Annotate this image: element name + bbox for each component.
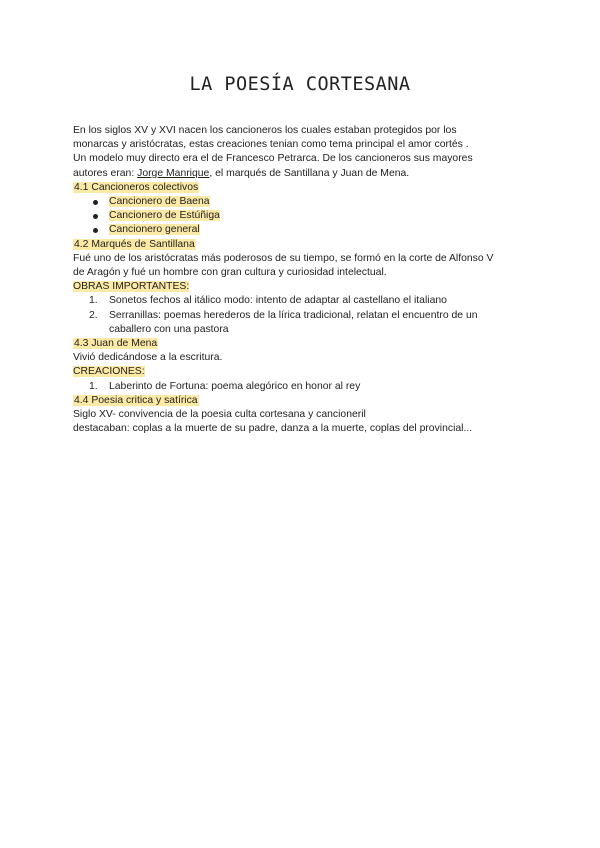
section-heading (73, 394, 533, 408)
list-item-text: Serranillas: poemas herederos de la lírica tradicional, relatan el encuentro de un (109, 309, 478, 321)
list-item (89, 309, 533, 337)
author-link[interactable]: Jorge Manrique (137, 167, 210, 179)
intro-prefix: autores eran: (73, 167, 138, 179)
section-heading-text: 4.2 Marqués de Santillana (74, 238, 195, 250)
intro-line: Un modelo muy directo era el de Francesco Petrarca. De los cancioneros sus mayores (73, 153, 473, 165)
intro-suffix: , el marqués de Santillana y Juan de Mena. (209, 167, 410, 179)
sub-label (73, 365, 533, 379)
section-heading (73, 238, 533, 252)
list-item-text: caballero con una pastora (109, 323, 229, 335)
creaciones-list (73, 380, 533, 394)
section-heading-text: 4.3 Juan de Mena (74, 338, 158, 350)
document-body (73, 124, 533, 436)
intro-paragraph (73, 124, 533, 181)
list-item-text: Cancionero de Estúñiga (109, 210, 220, 222)
sub-label-text: CREACIONES: (73, 366, 145, 378)
intro-line (73, 167, 533, 181)
list-item (93, 209, 533, 223)
list-item-text: Laberinto de Fortuna: poema alegórico en honor al rey (109, 380, 361, 392)
list-number: 1. (89, 380, 98, 392)
list-number: 2. (89, 309, 98, 321)
paragraph-line: Fué uno de los aristócratas más poderosos de su tiempo, se formó en la corte de Alfonso V (73, 252, 494, 264)
paragraph-line: destacaban: coplas a la muerte de su padre, danza a la muerte, coplas del provincial... (73, 423, 473, 435)
list-item-text: Cancionero de Baena (109, 196, 210, 208)
section-heading (73, 337, 533, 351)
paragraph-line: Vivió dedicándose a la escritura. (73, 352, 223, 364)
page-title: LA POESÍA CORTESANA (189, 74, 411, 95)
list-item-text: Sonetos fechos al itálico modo: intento de adaptar al castellano el italiano (109, 295, 447, 307)
intro-line: En los siglos XV y XVI nacen los cancioneros los cuales estaban protegidos por los (73, 125, 457, 136)
section-heading-text: 4.4 Poesia critica y satírica (74, 394, 198, 406)
paragraph-line: Siglo XV- convivencia de la poesia culta cortesana y cancioneril (73, 409, 366, 421)
sub-label-text: OBRAS IMPORTANTES: (73, 281, 190, 293)
list-number: 1. (89, 295, 98, 307)
list-item (93, 195, 533, 209)
list-item (89, 294, 533, 308)
cancioneros-list (73, 195, 533, 238)
list-item-text: Cancionero general (109, 224, 200, 236)
intro-line: monarcas y aristócratas, estas creaciones tenian como tema principal el amor cortés . (73, 139, 469, 151)
sub-label (73, 280, 533, 294)
list-item (93, 223, 533, 237)
section-heading (73, 181, 533, 195)
obras-list (73, 294, 533, 337)
list-item (89, 380, 533, 394)
paragraph-line: de Aragón y fué un hombre con gran cultura y curiosidad intelectual. (73, 267, 387, 279)
section-heading-text: 4.1 Cancioneros colectivos (74, 181, 199, 193)
